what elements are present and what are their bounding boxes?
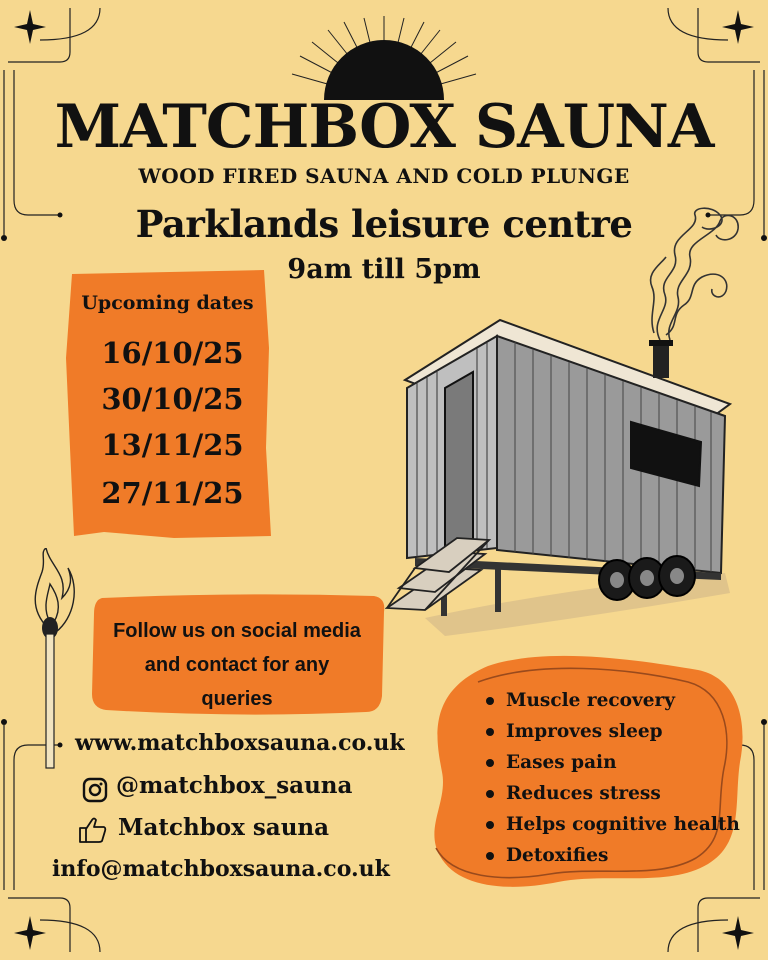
page-title: MATCHBOX SAUNA bbox=[54, 92, 714, 162]
date-item: 30/10/25 bbox=[101, 382, 244, 416]
follow-line: and contact for any bbox=[144, 654, 330, 676]
instagram-link[interactable]: @matchbox_sauna bbox=[116, 772, 353, 799]
list-item: Detoxifies bbox=[484, 840, 740, 871]
follow-text bbox=[92, 614, 382, 716]
follow-line: queries bbox=[201, 688, 273, 710]
date-item: 27/11/25 bbox=[101, 476, 244, 510]
subtitle: WOOD FIRED SAUNA AND COLD PLUNGE bbox=[138, 164, 630, 188]
thumbs-up-icon bbox=[78, 816, 108, 844]
list-item: Improves sleep bbox=[484, 716, 740, 747]
list-item: Eases pain bbox=[484, 747, 740, 778]
list-item: Muscle recovery bbox=[484, 685, 740, 716]
burning-match-icon bbox=[28, 548, 78, 770]
date-item: 16/10/25 bbox=[101, 336, 244, 370]
email-link[interactable]: info@matchboxsauna.co.uk bbox=[52, 856, 390, 882]
instagram-icon bbox=[82, 777, 108, 803]
list-item: Reduces stress bbox=[484, 778, 740, 809]
list-item: Helps cognitive health bbox=[484, 809, 740, 840]
hours: 9am till 5pm bbox=[287, 254, 481, 285]
facebook-link[interactable]: Matchbox sauna bbox=[118, 814, 330, 841]
venue: Parklands leisure centre bbox=[135, 202, 633, 246]
benefits-list bbox=[484, 685, 740, 871]
follow-line: Follow us on social media bbox=[113, 620, 361, 642]
website-link[interactable]: www.matchboxsauna.co.uk bbox=[75, 730, 405, 756]
sunburst-icon bbox=[284, 14, 484, 100]
dates-label: Upcoming dates bbox=[81, 292, 254, 314]
sauna-trailer-illustration bbox=[385, 318, 735, 648]
date-item: 13/11/25 bbox=[101, 428, 244, 462]
